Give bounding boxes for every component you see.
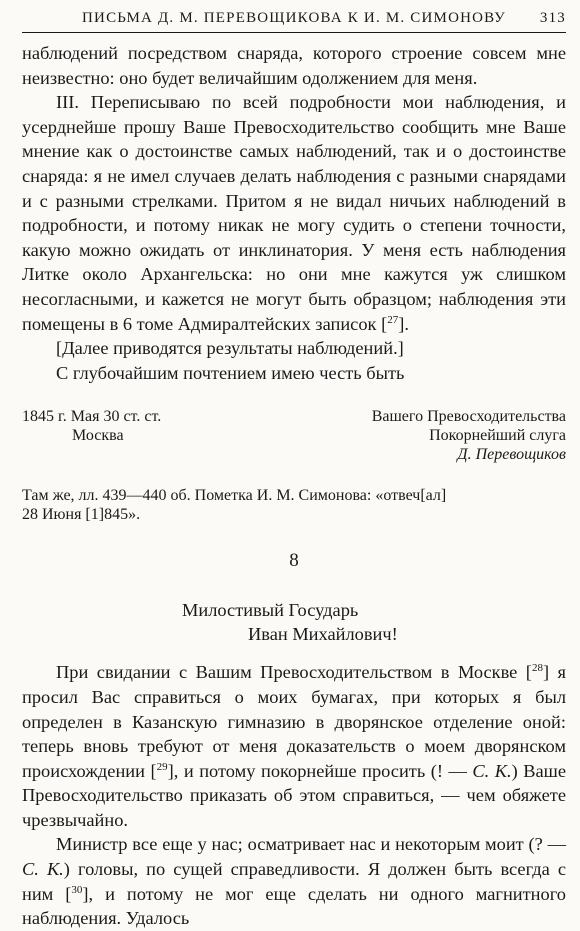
source-note-line-2: 28 Июня [1]845». xyxy=(22,506,141,524)
signature xyxy=(372,407,566,464)
salutation xyxy=(22,598,566,646)
editor-initials: С. К. xyxy=(22,859,64,880)
signature-block xyxy=(22,407,566,464)
letter-place: Москва xyxy=(72,427,124,445)
letter-date: 1845 г. Мая 30 ст. ст. xyxy=(22,408,162,426)
paragraph-text: ) Ваше Превосходительство приказать об этом справиться, — чем обяжете чрезвычайно. xyxy=(22,760,566,830)
paragraph-text: Министр все еще у нас; осматривает нас и некоторым моит (? — xyxy=(56,834,566,855)
reference-mark: 29 xyxy=(156,760,168,773)
source-note xyxy=(22,486,566,524)
letter-paragraph-1 xyxy=(22,660,566,832)
paragraph-text: При свидании с Вашим Превосходительством в Москве [ xyxy=(56,662,532,683)
editorial-note: [Далее приводятся результаты наблюдений.] xyxy=(56,338,404,359)
paragraph-text: ], и потому покорнейше просить (! — xyxy=(167,760,473,781)
date-place xyxy=(22,407,161,464)
source-note-line-1: Там же, лл. 439—440 об. Пометка И. М. Симонова: «отвеч[ал] xyxy=(22,487,447,505)
reference-mark: 28 xyxy=(531,662,543,675)
letter-paragraph-2 xyxy=(22,832,566,930)
salutation-line-2: Иван Михайлович! xyxy=(248,624,398,645)
running-title: ПИСЬМА Д. М. ПЕРЕВОЩИКОВА К И. М. СИМОНОВУ xyxy=(82,10,506,26)
signature-line-2: Покорнейший слуга xyxy=(429,427,566,445)
paragraph-text: ], и потому не мог еще сделать ни одного магнитного наблюдения. Удалось xyxy=(22,883,566,929)
letter-number: 8 xyxy=(289,550,299,572)
closing-line: С глубочайшим почтением имею честь быть xyxy=(56,362,405,383)
page-number: 313 xyxy=(539,10,566,26)
paragraph-continuation: наблюдений посредством снаряда, которого строение совсем мне неизвестно: оно будет величайшим одолжением для меня. xyxy=(22,43,566,88)
reference-mark: 30 xyxy=(71,883,83,896)
salutation-line-1: Милостивый Государь xyxy=(182,600,359,621)
signature-name: Д. Перевощиков xyxy=(457,446,566,464)
paragraph-text: ) головы, по сущей справедливости. Я должен быть всегда с ним [ xyxy=(22,859,566,904)
running-header xyxy=(22,10,566,32)
paragraph-text: III. Переписываю по всей подробности мои наблюдения, и усерднейше прошу Ваше Превосходительство сообщить мне Ваше мнение как о достоинстве самых наблюдений, так и о достоинстве снаряда: я не имел случаев делать наблюдения с разными снарядами и с разными стрелками. Притом я не видал ничьих наблюдений в подробности, и потому никак не могу судить о степени точности, какую можно ожидать от инклинатория. У меня есть наблюдения Литке около Архангельска: но они мне кажутся уж слишком несогласными, и кажется не могут быть образцом; наблюдения эти помещены в 6 томе Адмиралтейских записок [ xyxy=(22,92,566,334)
paragraph-text: ] я просил Вас справиться о моих бумагах, при которых я был определен в Казанскую гимназию в дворянское отделение оной: теперь вновь требуют от меня доказательств о моем дворянском происхождении [ xyxy=(22,662,566,781)
signature-line-1: Вашего Превосходительства xyxy=(371,408,566,426)
header-rule xyxy=(22,32,566,33)
editor-initials: С. К. xyxy=(472,760,512,781)
paragraph-section-iii xyxy=(22,90,566,336)
reference-mark: 27 xyxy=(387,313,399,326)
paragraph-text: ]. xyxy=(398,313,409,334)
